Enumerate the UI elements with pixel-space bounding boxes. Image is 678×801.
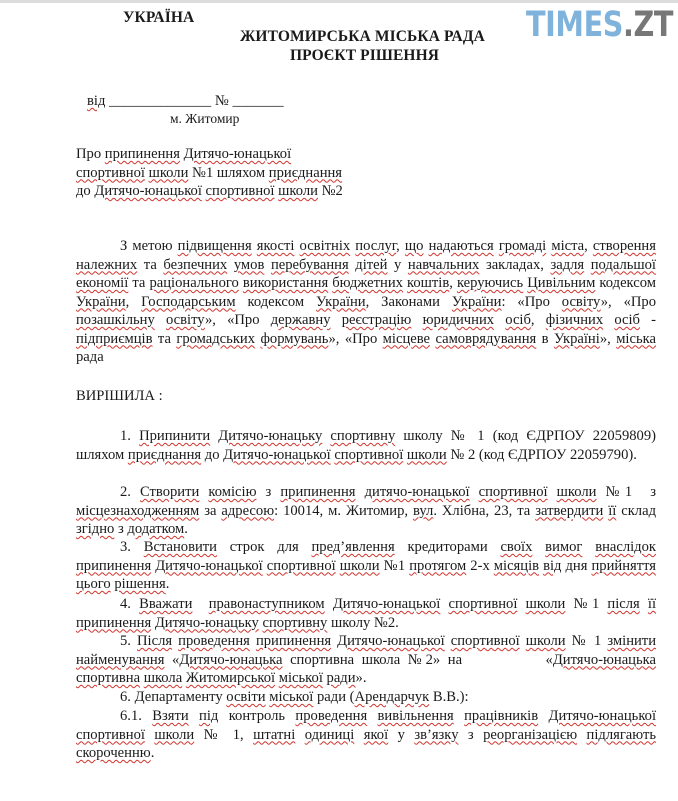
- decision-item-6: 6. Департаменту освіти міської ради (Арендарчук В.В.):: [120, 689, 469, 705]
- decided-label: ВИРІШИЛА :: [76, 388, 163, 404]
- decision-item-4: 4. Вважати правонаступником Дитячо-юнацької спортивної школи №1 після її припинення Дитячо-юнацьку спортивну школу №2.: [76, 596, 657, 631]
- date-label: від: [87, 93, 106, 109]
- subject-line-3: до Дитячо-юнацької спортивної школи №2: [76, 183, 343, 199]
- preamble-paragraph: З метою підвищення якості освітніх послуг, що надаються громаді міста, створення належних та безпечних умов перебування дітей у навчальних закладах, задля подальшої економії та раціонального використання бюджетних коштів, керуючись Цивільним кодексом України, Господарським кодексом України, Законами України: «Про освіту», «Про позашкільну освіту», «Про державну реєстрацію юридичних осіб, фізичних осіб - підприємців та громадських формувань», «Про місцеве самоврядування в Україні», міська рада: [76, 238, 657, 365]
- number-sign: №: [214, 93, 229, 109]
- date-number-line: [87, 92, 284, 111]
- council-heading: ЖИТОМИРСЬКА МІСЬКА РАДА: [240, 28, 485, 45]
- decision-item-6-1: 6.1. Взяти під контроль проведення вивільнення працівників Дитячо-юнацької спортивної школи № 1, штатні одиниці якої у зв’язку з реорганізацією підлягають скороченню.: [76, 708, 657, 761]
- logo-brand-suffix: .ZT: [623, 5, 674, 45]
- decision-item-2: 2. Створити комісію з припинення дитячо-юнацької спортивної школи №1 з місцезнаходженням за адресою: 10014, м. Житомир, вул. Хлібна, 23, та затвердити її склад згідно з додатком.: [76, 484, 656, 537]
- doc-type-heading: ПРОЄКТ РІШЕННЯ: [290, 47, 440, 64]
- top-border: [0, 0, 678, 3]
- subject-block: [76, 145, 343, 201]
- decision-item-3: 3. Встановити строк для пред’явлення кредиторами своїх вимог внаслідок припинення Дитячо-юнацької спортивної школи №1 протягом 2-х місяців від дня прийняття цього рішення.: [76, 539, 657, 592]
- decision-item-1: 1. Припинити Дитячо-юнацьку спортивну школу № 1 (код ЄДРПОУ 22059809) шляхом приєднання до Дитячо-юнацької спортивної школи № 2 (код ЄДРПОУ 22059790).: [76, 428, 656, 463]
- country-heading: УКРАЇНА: [123, 9, 195, 26]
- logo-brand-main: TIMES: [526, 5, 624, 45]
- subject-line-1: Про припинення Дитячо-юнацької: [76, 146, 292, 162]
- times-zt-logo: [526, 5, 674, 45]
- decision-item-5: 5. Після проведення припинення Дитячо-юнацької спортивної школи № 1 змінити найменування «Дитячо-юнацька спортивна школа №2» на «Дитячо-юнацька спортивна школа Житомирської міської ради».: [76, 633, 656, 686]
- date-blank: ______________: [109, 93, 212, 109]
- number-blank: _______: [232, 93, 284, 109]
- city-label: м. Житомир: [170, 111, 240, 126]
- subject-line-2: спортивної школи №1 шляхом приєднання: [76, 164, 343, 181]
